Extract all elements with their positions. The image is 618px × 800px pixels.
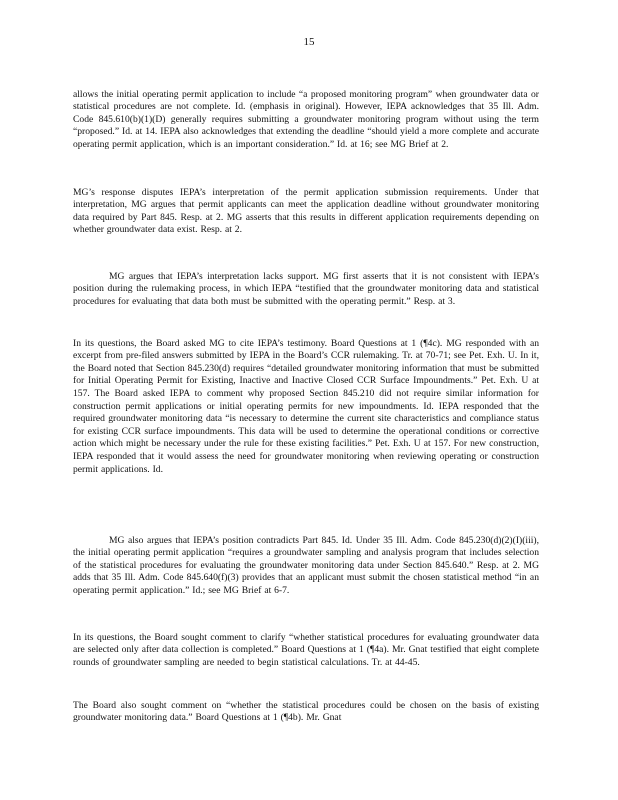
page-number: 15 xyxy=(303,36,315,48)
body-paragraph: MG also argues that IEPA’s position contradicts Part 845. Id. Under 35 Ill. Adm. Code 845.230(d)(2)(I)(iii), the initial operating permit application “requires a groundwater sampling and analysis program that includes selection of the statistical procedures for evaluating the groundwater monitoring data under Section 845.640.” Resp. at 2. MG adds that 35 Ill. Adm. Code 845.640(f)(3) provides that an applicant must submit the chosen statistical method “in an operating permit application.” Id.; see MG Brief at 6-7. xyxy=(73,534,539,596)
body-paragraph: In its questions, the Board sought comment to clarify “whether statistical procedures for evaluating groundwater data are selected only after data collection is completed.” Board Questions at 1 (¶4a). Mr. Gnat testified that eight complete rounds of groundwater sampling are needed to begin statistical calculations. Tr. at 44-45. xyxy=(73,631,539,668)
body-paragraph: MG argues that IEPA’s interpretation lacks support. MG first asserts that it is not consistent with IEPA’s position during the rulemaking process, in which IEPA “testified that the groundwater monitoring data and statistical procedures for evaluating that data both must be submitted with the operating permit.” Resp. at 3. xyxy=(73,270,539,307)
body-paragraph: The Board also sought comment on “whether the statistical procedures could be chosen on the basis of existing groundwater monitoring data.” Board Questions at 1 (¶4b). Mr. Gnat xyxy=(73,699,539,724)
body-paragraph: allows the initial operating permit application to include “a proposed monitoring program” when groundwater data or statistical procedures are not complete. Id. (emphasis in original). However, IEPA acknowledges that 35 Ill. Adm. Code 845.610(b)(1)(D) generally requires submitting a groundwater monitoring program without using the term “proposed.” Id. at 14. IEPA also acknowledges that extending the deadline “should yield a more complete and accurate operating permit application, which is an important consideration.” Id. at 16; see MG Brief at 2. xyxy=(73,88,539,150)
body-paragraph: In its questions, the Board asked MG to cite IEPA’s testimony. Board Questions at 1 (¶4c). MG responded with an excerpt from pre-filed answers submitted by IEPA in the Board’s CCR rulemaking. Tr. at 70-71; see Pet. Exh. U. In it, the Board noted that Section 845.230(d) requires “detailed groundwater monitoring information that must be submitted for Initial Operating Permit for Existing, Inactive and Inactive Closed CCR Surface Impoundments.” Pet. Exh. U at 157. The Board asked IEPA to comment why proposed Section 845.210 did not require similar information for construction permit applications or initial operating permits for new impoundments. Id. IEPA responded that the required groundwater monitoring data “is necessary to determine the current site characteristics and compliance status for existing CCR surface impoundments. This data will be used to determine the operational conditions or corrective action which might be necessary under the rule for these existing facilities.” Pet. Exh. U at 157. For new construction, IEPA responded that it would assess the need for groundwater monitoring when reviewing operating or construction permit applications. Id. xyxy=(73,337,539,475)
body-paragraph: MG’s response disputes IEPA’s interpretation of the permit application submission requirements. Under that interpretation, MG argues that permit applicants can meet the application deadline without groundwater monitoring data required by Part 845. Resp. at 2. MG asserts that this results in different application requirements depending on whether groundwater data exist. Resp. at 2. xyxy=(73,186,539,236)
